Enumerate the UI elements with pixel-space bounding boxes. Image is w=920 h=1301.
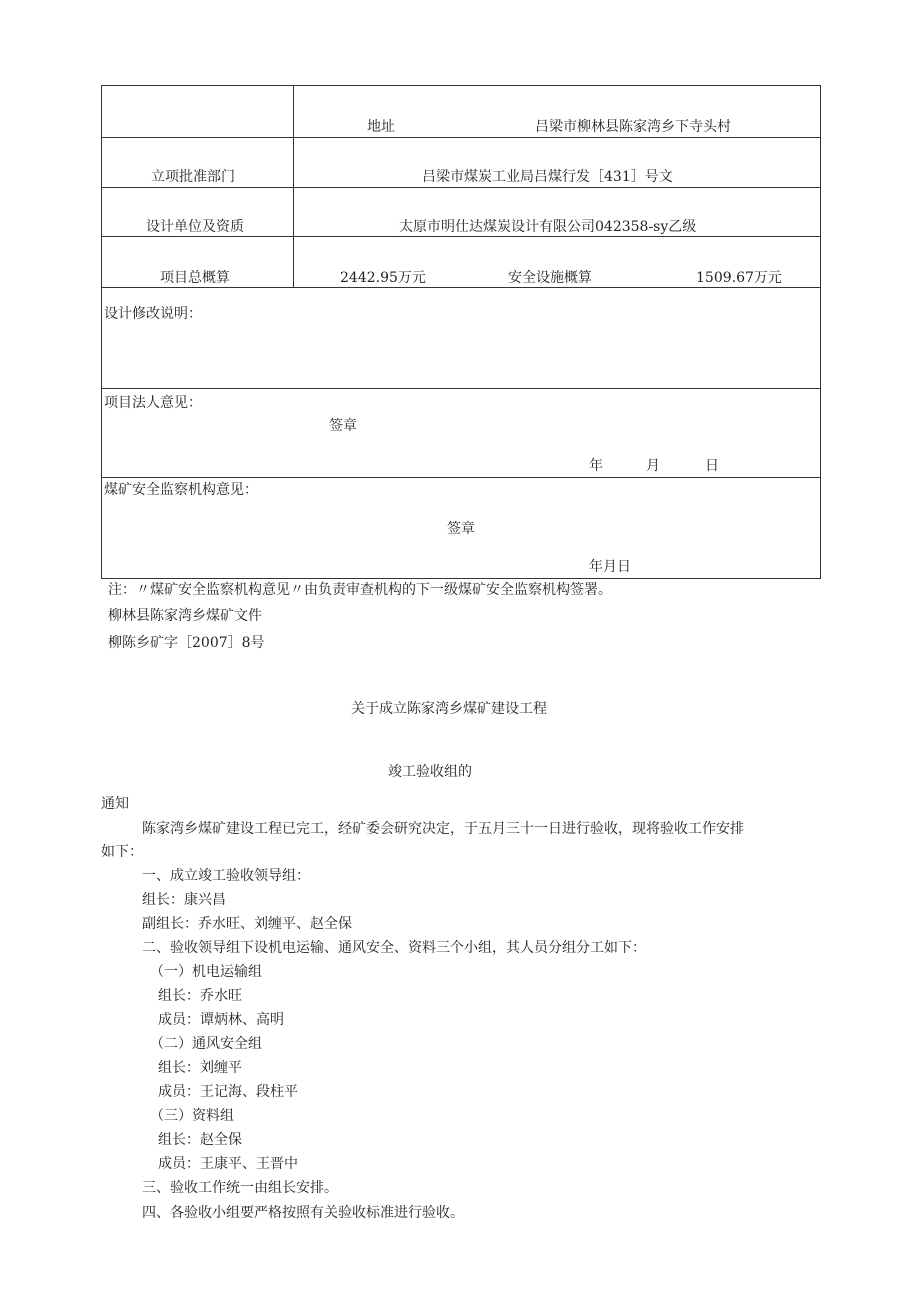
approval-value: 吕梁市煤炭工业局吕煤行发［431］号文	[422, 169, 673, 185]
supervision-date-label: 年月日	[589, 559, 631, 575]
table-row-divider	[102, 477, 820, 478]
group-3-heading: （三）资料组	[150, 1108, 234, 1124]
table-row-divider	[102, 236, 820, 237]
design-value: 太原市明仕达煤炭设计有限公司042358-sy乙级	[399, 219, 697, 235]
document-number: 柳陈乡矿字［2007］8号	[108, 635, 265, 651]
table-row-divider	[102, 187, 820, 188]
table-row-divider	[102, 388, 820, 389]
design-label: 设计单位及资质	[146, 219, 244, 235]
legal-day-label: 日	[705, 458, 719, 474]
budget-label: 项目总概算	[160, 270, 230, 286]
body-intro-line1: 陈家湾乡煤矿建设工程已完工，经矿委会研究决定，于五月三十一日进行验收，现将验收工作安排	[142, 821, 744, 837]
table-note: 注：〃煤矿安全监察机构意见〃由负责审查机构的下一级煤矿安全监察机构签署。	[108, 582, 612, 598]
group-3-members: 成员：王康平、王晋中	[158, 1156, 298, 1172]
address-value: 吕梁市柳林县陈家湾乡下寺头村	[535, 119, 731, 135]
project-info-table	[101, 85, 821, 579]
section-1-leader: 组长：康兴昌	[142, 892, 226, 908]
supervision-opinion-label: 煤矿安全监察机构意见：	[104, 482, 258, 498]
group-1-heading: （一）机电运输组	[150, 964, 262, 980]
group-3-leader: 组长：赵全保	[158, 1132, 242, 1148]
approval-label: 立项批准部门	[151, 169, 235, 185]
issuing-org: 柳林县陈家湾乡煤矿文件	[108, 608, 262, 624]
table-column-divider	[293, 86, 294, 287]
design-modification-label: 设计修改说明：	[104, 306, 202, 322]
notice-title-line1: 关于成立陈家湾乡煤矿建设工程	[351, 701, 547, 717]
section-1-heading: 一、成立竣工验收领导组：	[142, 868, 310, 884]
section-1-deputy: 副组长：乔水旺、刘缠平、赵全保	[142, 916, 352, 932]
section-3-text: 三、验收工作统一由组长安排。	[142, 1180, 338, 1196]
table-row-divider	[102, 137, 820, 138]
group-2-heading: （二）通风安全组	[150, 1036, 262, 1052]
section-4-text: 四、各验收小组要严格按照有关验收标准进行验收。	[142, 1205, 464, 1221]
safety-label: 安全设施概算	[508, 270, 592, 286]
address-label: 地址	[367, 119, 395, 135]
table-row-divider	[102, 287, 820, 288]
group-1-leader: 组长：乔水旺	[158, 988, 242, 1004]
legal-month-label: 月	[646, 458, 660, 474]
legal-year-label: 年	[589, 458, 603, 474]
group-2-members: 成员：王记海、段柱平	[158, 1084, 298, 1100]
notice-title-line2: 竣工验收组的	[388, 764, 472, 780]
supervision-seal-label: 签章	[447, 521, 475, 537]
body-intro-line2: 如下：	[101, 844, 143, 860]
notice-title-line3: 通知	[101, 796, 129, 812]
legal-seal-label: 签章	[329, 418, 357, 434]
safety-value: 1509.67万元	[696, 270, 782, 286]
section-2-heading: 二、验收领导组下设机电运输、通风安全、资料三个小组，其人员分组分工如下：	[142, 940, 646, 956]
group-2-leader: 组长：刘缠平	[158, 1060, 242, 1076]
budget-value: 2442.95万元	[340, 270, 426, 286]
legal-opinion-label: 项目法人意见：	[104, 395, 202, 411]
group-1-members: 成员：谭炳林、高明	[158, 1012, 284, 1028]
